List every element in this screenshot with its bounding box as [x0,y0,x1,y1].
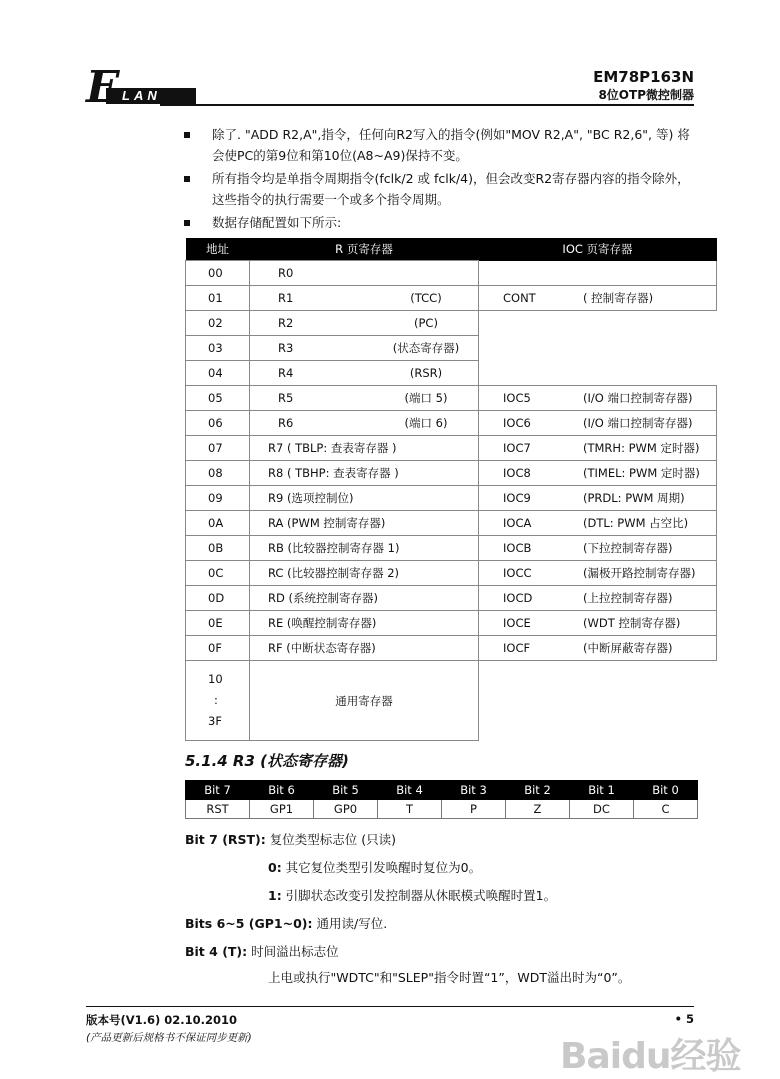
ioc-register-content [479,465,716,481]
logo-letter-e: E [86,62,120,113]
r-register-name: R3 [278,341,294,355]
ioc-register-content [479,440,716,456]
ioc-register-cell [479,636,717,661]
table-row [186,461,717,486]
ioc-register-cell [479,261,717,286]
ioc-register-content [479,415,716,431]
ioc-register-name: IOC6 [503,416,531,430]
ioc-register-desc: (中断屏蔽寄存器) [583,641,673,655]
address-cell: 0E [186,611,250,636]
bit-value-cell: P [442,800,506,819]
bullet-text: 数据存储配置如下所示: [212,215,342,230]
r-register-cell [250,336,479,361]
r-register-cell [250,436,479,461]
bit7-value1-text: 引脚状态改变引发控制器从休眠模式唤醒时置1。 [281,888,557,903]
r-register-name: R0 [278,266,294,280]
address-cell: 01 [186,286,250,311]
bit-value-cell: C [634,800,698,819]
ioc-register-name: IOCD [503,591,533,605]
r-register-name: R6 [278,416,294,430]
header-r-page: R 页寄存器 [250,238,479,261]
address-range-part: 10 [208,672,223,686]
address-cell: 00 [186,261,250,286]
table-row [186,436,717,461]
ioc-register-cell [479,611,717,636]
ioc-register-cell [479,311,717,336]
r-register-content [250,490,478,506]
table-row [186,511,717,536]
ioc-register-content [479,615,716,631]
bit-header-row [186,781,698,800]
ioc-register-desc: (I/O 端口控制寄存器) [583,391,693,405]
r-register-cell [250,461,479,486]
bit-value-cell: RST [186,800,250,819]
ioc-register-name: IOC9 [503,491,531,505]
bit-header-cell: Bit 3 [442,781,506,800]
table-row [186,611,717,636]
baidu-watermark: Baidu经验 [560,1036,741,1077]
ioc-register-desc: (TMRH: PWM 定时器) [583,441,700,455]
r3-bit-table [185,780,698,819]
ioc-register-name: IOC8 [503,466,531,480]
r-register-cell [250,311,479,336]
ioc-register-name: IOCE [503,616,531,630]
r-register-content [250,340,478,356]
bullet-item [186,124,694,166]
ioc-register-cell [479,286,717,311]
address-cell: 0A [186,511,250,536]
r-register-content [250,316,478,330]
r-register-cell [250,261,479,286]
r-register-name: RA (PWM 控制寄存器) [268,516,386,530]
address-cell: 05 [186,386,250,411]
table-row [186,386,717,411]
r-register-content [250,590,478,606]
ioc-register-desc: ( 控制寄存器) [583,291,654,305]
ioc-register-name: IOCB [503,541,532,555]
r-register-name: RB (比较器控制寄存器 1) [268,541,400,555]
bit-value-cell: GP0 [314,800,378,819]
r-register-cell [250,486,479,511]
ioc-register-desc: (TIMEL: PWM 定时器) [583,466,700,480]
r-register-cell [250,561,479,586]
table-row [186,636,717,661]
table-row [186,411,717,436]
bit-header-cell: Bit 5 [314,781,378,800]
bit4-detail: 上电或执行"WDTC"和"SLEP"指令时置“1”，WDT溢出时为“0”。 [268,970,631,985]
r-register-content [250,366,478,380]
bit7-value1 [268,888,556,904]
ioc-register-cell [479,361,717,386]
address-cell: 0D [186,586,250,611]
footer-version: 版本号(V1.6) 02.10.2010 [86,1013,238,1027]
r-register-name: R1 [278,291,294,305]
bit-value-cell: T [378,800,442,819]
r-register-desc: (状态寄存器) [392,341,460,355]
bullet-item [186,168,694,210]
bit-value-cell: GP1 [250,800,314,819]
table-row [186,661,717,741]
ioc-register-cell [479,386,717,411]
r-register-content [250,515,478,531]
table-row [186,586,717,611]
ioc-register-name: IOC5 [503,391,531,405]
r-register-cell [250,386,479,411]
ioc-register-desc: (I/O 端口控制寄存器) [583,416,693,430]
bit-header-cell: Bit 0 [634,781,698,800]
r-register-content [250,465,478,481]
r-register-cell [250,536,479,561]
ioc-register-content [479,390,716,406]
ioc-register-desc: (上拉控制寄存器) [583,591,673,605]
address-cell: 0B [186,536,250,561]
r-register-cell [250,611,479,636]
bit-value-cell: Z [506,800,570,819]
bit4-label: Bit 4 (T): [185,944,248,959]
table-row [186,561,717,586]
ioc-register-content [479,490,716,506]
table-row [186,536,717,561]
table-row [186,361,717,386]
table-header-row [186,238,717,261]
header-divider [160,104,694,106]
bullet-item [186,212,694,233]
header-ioc-page: IOC 页寄存器 [479,238,717,261]
r-register-content [250,266,478,280]
general-register-cell: 通用寄存器 [250,661,479,741]
bit65-text: 通用读/写位. [312,916,388,931]
ioc-register-cell [479,411,717,436]
bullet-square-icon [184,220,190,226]
bit7-value0-label: 0: [268,860,282,875]
header-subtitle: 8位OTP微控制器 [598,88,694,102]
bit-header-cell: Bit 6 [250,781,314,800]
r-register-desc: (PC) [414,316,438,330]
address-cell: 06 [186,411,250,436]
ioc-register-desc: (WDT 控制寄存器) [583,616,681,630]
r-register-cell [250,586,479,611]
r-register-name: RC (比较器控制寄存器 2) [268,566,400,580]
r-register-name: R4 [278,366,294,380]
r-register-name: R9 (选项控制位) [268,491,354,505]
r-register-cell [250,636,479,661]
ioc-register-cell [479,436,717,461]
r-register-cell [250,411,479,436]
bit4-text: 时间溢出标志位 [247,944,339,959]
ioc-register-cell [479,561,717,586]
r-register-cell [250,286,479,311]
address-cell: 04 [186,361,250,386]
r-register-desc: (端口 6) [404,416,448,430]
ioc-register-name: IOCF [503,641,531,655]
r-register-content [250,565,478,581]
table-row [186,336,717,361]
bullet-square-icon [184,176,190,182]
ioc-register-desc: (下拉控制寄存器) [583,541,673,555]
r-register-desc: (RSR) [409,366,443,380]
ioc-empty-cell [479,661,717,741]
bullet-square-icon [184,132,190,138]
r-register-cell [250,361,479,386]
r-register-content [250,440,478,456]
bullet-text: 所有指令均是单指令周期指令(fclk/2 或 fclk/4)，但会改变R2寄存器内容的指令除外，这些指令的执行需要一个或多个指令周期。 [212,171,690,207]
ioc-register-cell [479,461,717,486]
r-register-content [250,291,478,305]
ioc-register-content [479,590,716,606]
bit7-text: 复位类型标志位 (只读) [265,832,396,847]
ioc-register-cell [479,536,717,561]
ioc-register-name: CONT [503,291,536,305]
header-address: 地址 [186,238,250,261]
r-register-content [250,390,478,406]
bit-value-cell: DC [570,800,634,819]
address-cell: 03 [186,336,250,361]
ioc-register-cell [479,586,717,611]
ioc-register-cell [479,486,717,511]
r-register-name: RD (系统控制寄存器) [268,591,378,605]
ioc-register-cell [479,511,717,536]
r-register-content [250,615,478,631]
r-register-content [250,415,478,431]
bit-header-cell: Bit 2 [506,781,570,800]
ioc-register-content [479,565,716,581]
ioc-register-desc: (DTL: PWM 占空比) [583,516,689,530]
address-cell: 07 [186,436,250,461]
r-register-content [250,640,478,656]
table-row [186,486,717,511]
bit7-description [185,832,396,848]
address-range-part: : [214,693,218,707]
bit4-description [185,944,339,960]
ioc-register-desc: (PRDL: PWM 周期) [583,491,685,505]
elan-logo [86,62,198,116]
ioc-register-content [479,540,716,556]
data-memory-table [185,238,717,741]
ioc-register-content [479,515,716,531]
ioc-register-name: IOC7 [503,441,531,455]
table-row [186,261,717,286]
bit65-description [185,916,387,932]
r-register-name: R2 [278,316,294,330]
bullet-text: 除了. "ADD R2,A",指令，任何向R2写入的指令(例如"MOV R2,A", "BC R2,6", 等) 将会使PC的第9位和第10位(A8~A9)保持不变。 [212,127,690,163]
address-cell: 09 [186,486,250,511]
r-register-name: R5 [278,391,294,405]
address-range-cell [186,661,250,741]
ioc-register-name: IOCA [503,516,532,530]
ioc-register-desc: (漏极开路控制寄存器) [583,566,696,580]
bit7-value0-text: 其它复位类型引发唤醒时复位为0。 [281,860,482,875]
bit7-value0 [268,860,481,876]
bit-value-row [186,800,698,819]
bit7-label: Bit 7 (RST): [185,832,266,847]
table-row [186,311,717,336]
footer-note: (产品更新后规格书不保证同步更新) [86,1032,252,1044]
r-register-desc: (端口 5) [404,391,448,405]
address-cell: 0F [186,636,250,661]
table-row [186,286,717,311]
address-cell: 0C [186,561,250,586]
address-range-part: 3F [208,714,222,728]
ioc-register-name: IOCC [503,566,532,580]
footer-page-number: • 5 [674,1012,694,1026]
r-register-name: RF (中断状态寄存器) [268,641,376,655]
ioc-register-content [479,640,716,656]
header-model: EM78P163N [593,68,694,86]
address-cell: 02 [186,311,250,336]
address-cell: 08 [186,461,250,486]
r-register-desc: (TCC) [410,291,442,305]
r-register-cell [250,511,479,536]
bit-header-cell: Bit 7 [186,781,250,800]
ioc-register-cell [479,336,717,361]
ioc-register-content [479,290,716,306]
r-register-name: R8 ( TBHP: 查表寄存器 ) [268,466,399,480]
bit65-label: Bits 6~5 (GP1~0): [185,916,313,931]
bit-header-cell: Bit 4 [378,781,442,800]
footer-divider [86,1006,694,1007]
section-title: 5.1.4 R3 (状态寄存器) [185,752,349,770]
logo-text-lan: LAN [122,88,161,103]
r-register-name: R7 ( TBLP: 查表寄存器 ) [268,441,397,455]
bit7-value1-label: 1: [268,888,282,903]
r-register-content [250,540,478,556]
bit-header-cell: Bit 1 [570,781,634,800]
r-register-name: RE (唤醒控制寄存器) [268,616,377,630]
